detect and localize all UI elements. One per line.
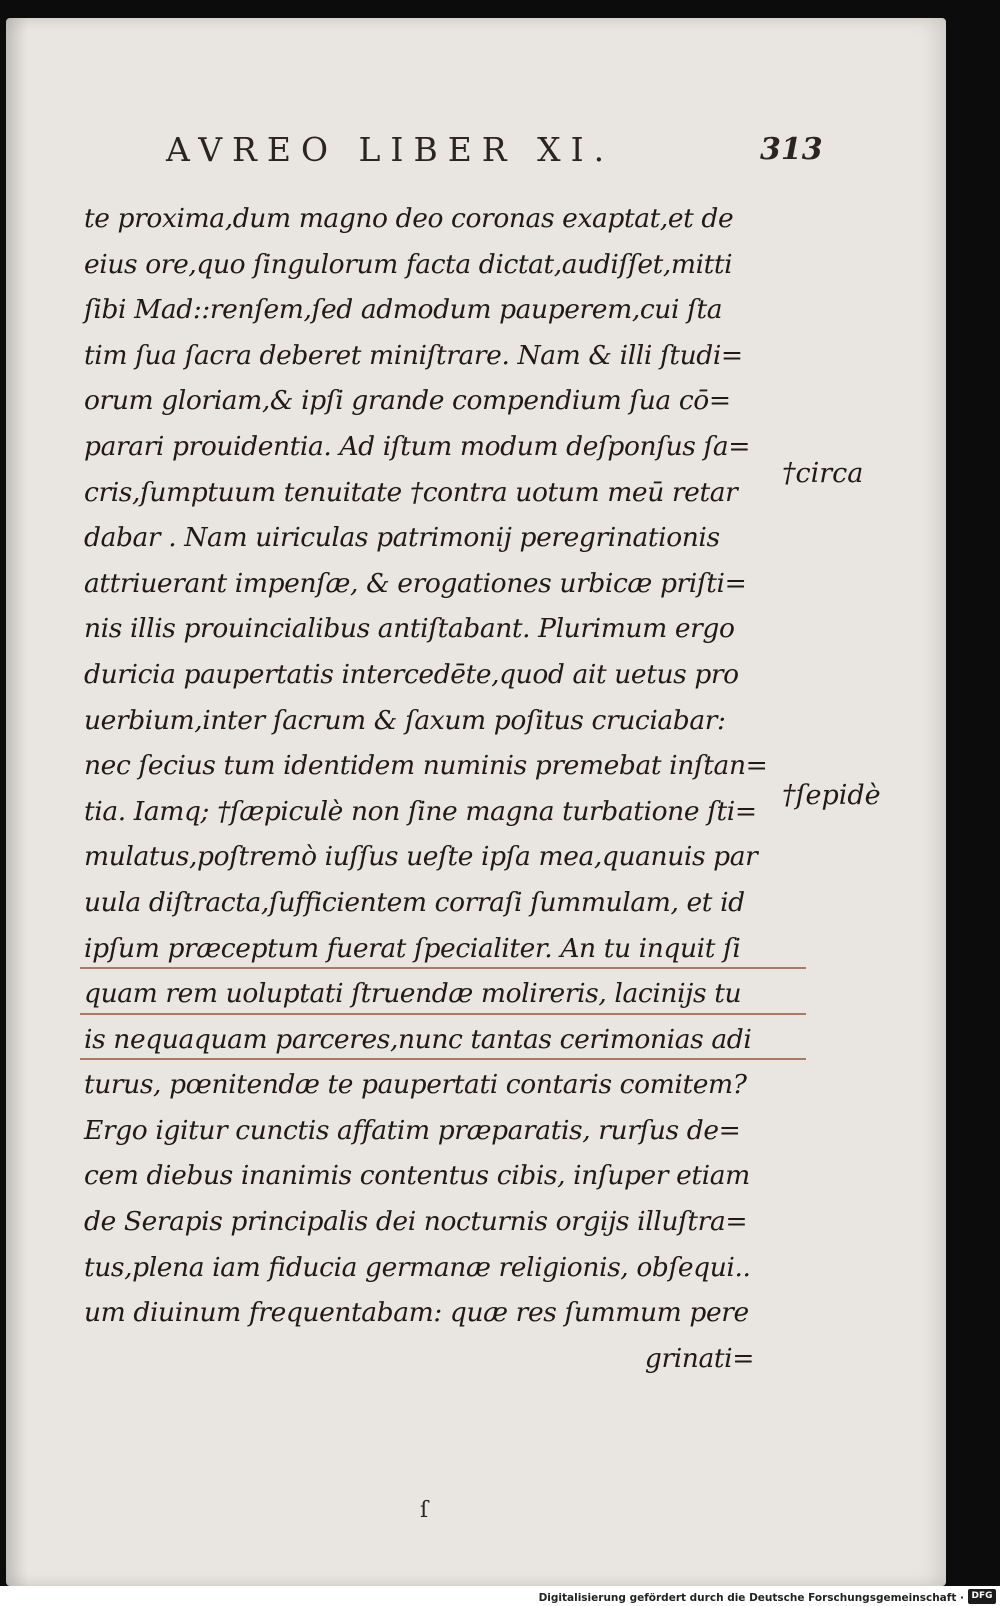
text-line: mulatus,poſtremò iuſſus ueſte ipſa mea,quanuis par bbox=[84, 841, 758, 873]
text-line: attriuerant impenſæ, & erogationes urbicæ priſti= bbox=[84, 567, 747, 599]
text-line: eius ore,quo ſingulorum facta dictat,audiſſet,mitti bbox=[84, 248, 733, 280]
text-line: um diuinum frequentabam: quæ res ſummum pere bbox=[84, 1297, 749, 1329]
spine-shadow bbox=[6, 18, 28, 1586]
text-line: dabar . Nam uiriculas patrimonij peregrinationis bbox=[84, 522, 720, 554]
text-line: nec ſecius tum identidem numinis premebat inſtan= bbox=[84, 750, 768, 782]
text-line: cem diebus inanimis contentus cibis, inſuper etiam bbox=[84, 1160, 750, 1192]
underlined-text-line: quam rem uoluptati ſtruendæ molireris, lacinijs tu bbox=[84, 971, 784, 1017]
text-line: uerbium,inter ſacrum & ſaxum poſitus cruciabar: bbox=[84, 704, 726, 736]
text-line: parari prouidentia. Ad iſtum modum deſponſus ſa= bbox=[84, 430, 751, 462]
text-line: turus, pœnitendæ te paupertati contaris comitem? bbox=[84, 1069, 747, 1101]
page-number: 313 bbox=[760, 132, 823, 167]
margin-note: †circa bbox=[782, 458, 864, 489]
text-line: Ergo igitur cunctis affatim præparatis, rurſus de= bbox=[84, 1114, 741, 1146]
stray-ink-mark: ſ bbox=[420, 1498, 429, 1523]
catchword: grinati= bbox=[644, 1342, 754, 1374]
text-line: ſibi Mad::renſem,ſed admodum pauperem,cui ſta bbox=[84, 294, 723, 326]
underlined-text-line: ipſum præceptum fuerat ſpecialiter. An tu inquit ſi bbox=[84, 926, 784, 972]
text-line: tia. Iamq; †ſæpiculè non ſine magna turbatione ſti= bbox=[84, 795, 757, 827]
text-line: nis illis prouincialibus antiſtabant. Plurimum ergo bbox=[84, 613, 735, 645]
page-header bbox=[156, 130, 823, 174]
main-text bbox=[84, 196, 784, 1381]
funding-credit: Digitalisierung gefördert durch die Deutsche Forschungsgemeinschaft · bbox=[538, 1592, 964, 1604]
text-line: orum gloriam,& ipſi grande compendium ſua cō= bbox=[84, 385, 731, 417]
running-title: AVREO LIBER XI. bbox=[166, 130, 615, 169]
underlined-text-line: is nequaquam parceres,nunc tantas cerimonias adi bbox=[84, 1017, 784, 1063]
text-line: cris,ſumptuum tenuitate †contra uotum meū retar bbox=[84, 476, 738, 508]
text-line: te proxima,dum magno deo coronas exaptat,et de bbox=[84, 203, 734, 234]
text-line: uula diſtracta,ſufficientem corraſi ſummulam, et id bbox=[84, 886, 745, 918]
footer-bar bbox=[0, 1586, 1000, 1606]
text-line: duricia paupertatis intercedēte,quod ait uetus pro bbox=[84, 658, 739, 690]
text-line: de Serapis principalis dei nocturnis orgijs illuſtra= bbox=[84, 1206, 748, 1238]
text-line: tus,plena iam fiducia germanæ religionis, obſequi.. bbox=[84, 1251, 751, 1283]
margin-note: †ſepidè bbox=[782, 780, 881, 811]
book-page bbox=[6, 18, 946, 1586]
text-line: tim ſua ſacra deberet miniſtrare. Nam & illi ſtudi= bbox=[84, 339, 743, 371]
dfg-logo-icon: DFG bbox=[968, 1589, 996, 1604]
